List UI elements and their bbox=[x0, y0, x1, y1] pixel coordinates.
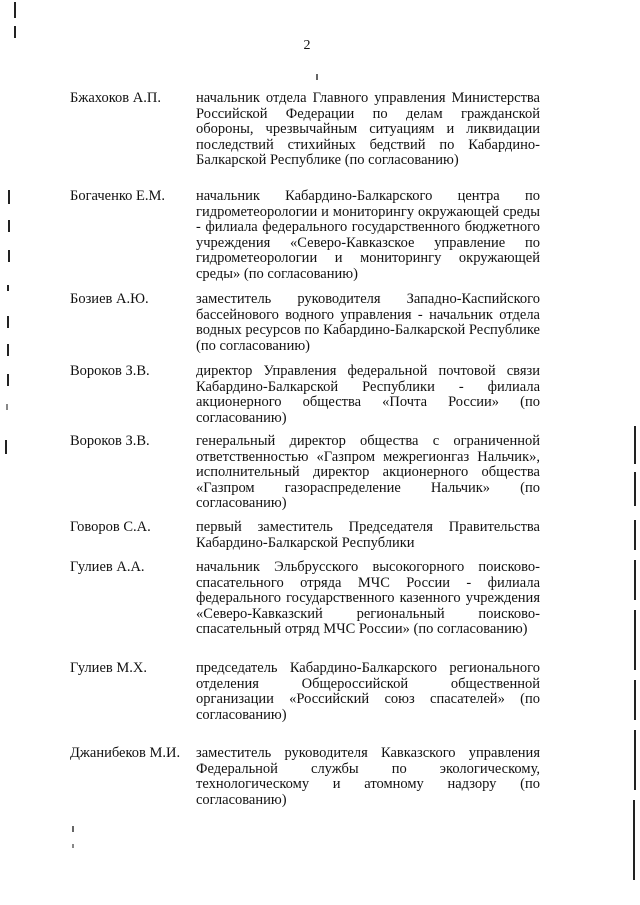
member-position: начальник Эльбрусского высокогорного поисково-спасательного отряда МЧС России - филиала федерального государственного казенного учреждения «Северо-Кавказский региональный поисково-спасательный отряд МЧС России» (по согласованию) bbox=[196, 559, 540, 638]
member-name: Богаченко Е.М. bbox=[70, 188, 166, 204]
member-position: начальник Кабардино-Балкарского центра по гидрометеорологии и мониторингу окружающей среды - филиала федерального государственного бюджетного учреждения «Северо-Кавказское управление по гидрометеорологии и мониторингу окружающей среды» (по согласованию) bbox=[196, 188, 540, 282]
member-position: председатель Кабардино-Балкарского регионального отделения Общероссийской общественной организации «Российский союз спасателей» (по согласованию) bbox=[196, 660, 540, 723]
member-name: Бжахоков А.П. bbox=[70, 90, 161, 106]
member-position: первый заместитель Председателя Правительства Кабардино-Балкарской Республики bbox=[196, 519, 540, 551]
member-name: Гулиев М.Х. bbox=[70, 660, 147, 676]
member-position: начальник отдела Главного управления Министерства Российской Федерации по делам гражданской обороны, чрезвычайным ситуациям и ликвидации последствий стихийных бедствий по Кабардино-Балкарской Республике (по согласованию) bbox=[196, 90, 540, 169]
page-number: 2 bbox=[303, 38, 311, 53]
member-name: Говоров С.А. bbox=[70, 519, 151, 535]
member-name: Джанибеков М.И. bbox=[70, 745, 181, 761]
member-name: Вороков З.В. bbox=[70, 433, 150, 449]
member-position: генеральный директор общества с ограниченной ответственностью «Газпром межрегионгаз Нальчик», исполнительный директор акционерного общества «Газпром газораспределение Нальчик» (по согласованию) bbox=[196, 433, 540, 512]
member-position: директор Управления федеральной почтовой связи Кабардино-Балкарской Республики - филиала акционерного общества «Почта России» (по согласованию) bbox=[196, 363, 540, 426]
member-name: Вороков З.В. bbox=[70, 363, 150, 379]
member-name: Гулиев А.А. bbox=[70, 559, 145, 575]
member-name: Бозиев А.Ю. bbox=[70, 291, 149, 307]
member-position: заместитель руководителя Кавказского управления Федеральной службы по экологическому, технологическому и атомному надзору (по согласованию) bbox=[196, 745, 540, 808]
member-position: заместитель руководителя Западно-Каспийского бассейнового водного управления - начальник отдела водных ресурсов по Кабардино-Балкарской Республике (по согласованию) bbox=[196, 291, 540, 354]
